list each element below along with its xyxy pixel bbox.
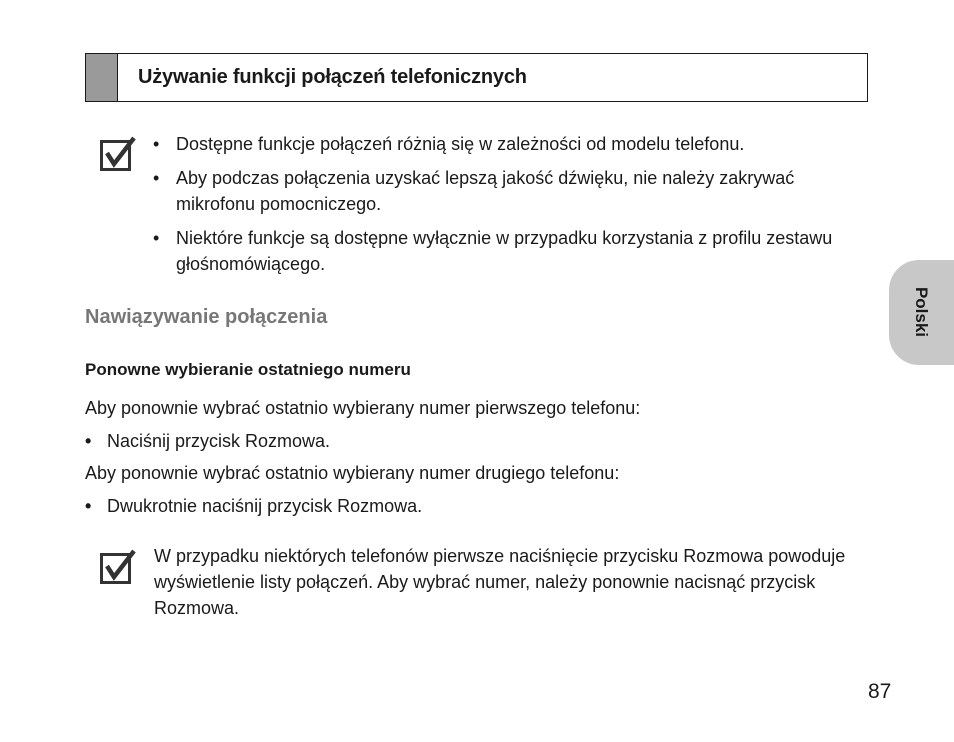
step-item [85, 494, 422, 518]
note-text: Aby podczas połączenia uzyskać lepszą jakość dźwięku, nie należy zakrywać mikrofonu pomocniczego. [176, 168, 795, 214]
section-title-box [85, 53, 868, 102]
note-text: Dostępne funkcje połączeń różnią się w zależności od modelu telefonu. [176, 134, 745, 154]
bullet: • [85, 431, 92, 451]
note-text: Niektóre funkcje są dostępne wyłącznie w przypadku korzystania z profilu zestawu głośnomówiącego. [176, 228, 833, 274]
bullet: • [153, 134, 160, 154]
checkbox-check-icon [100, 549, 138, 585]
title-accent-block [86, 54, 118, 101]
note-item [153, 225, 853, 277]
language-tab-label: Polski [912, 286, 931, 338]
step-item [85, 429, 330, 453]
note-text: W przypadku niektórych telefonów pierwsze naciśnięcie przycisku Rozmowa powoduje wyświetlenie listy połączeń. Aby wybrać numer, należy ponownie nacisnąć przycisk Rozmowa. [154, 546, 846, 618]
checkbox-check-icon [100, 136, 138, 172]
instruction-paragraph: Aby ponownie wybrać ostatnio wybierany numer drugiego telefonu: [85, 463, 620, 483]
note-item [153, 131, 853, 157]
bullet: • [85, 496, 92, 516]
step-text: Dwukrotnie naciśnij przycisk Rozmowa. [107, 496, 423, 516]
page-title: Używanie funkcji połączeń telefonicznych [138, 66, 527, 88]
sub-heading: Ponowne wybieranie ostatniego numeru [85, 360, 411, 379]
bullet: • [153, 168, 160, 188]
instruction-paragraph: Aby ponownie wybrać ostatnio wybierany numer pierwszego telefonu: [85, 398, 641, 418]
step-text: Naciśnij przycisk Rozmowa. [107, 431, 331, 451]
bullet: • [153, 228, 160, 248]
note-list [153, 131, 853, 285]
section-heading: Nawiązywanie połączenia [85, 306, 328, 328]
note-item [153, 165, 853, 217]
page-number: 87 [868, 680, 892, 703]
